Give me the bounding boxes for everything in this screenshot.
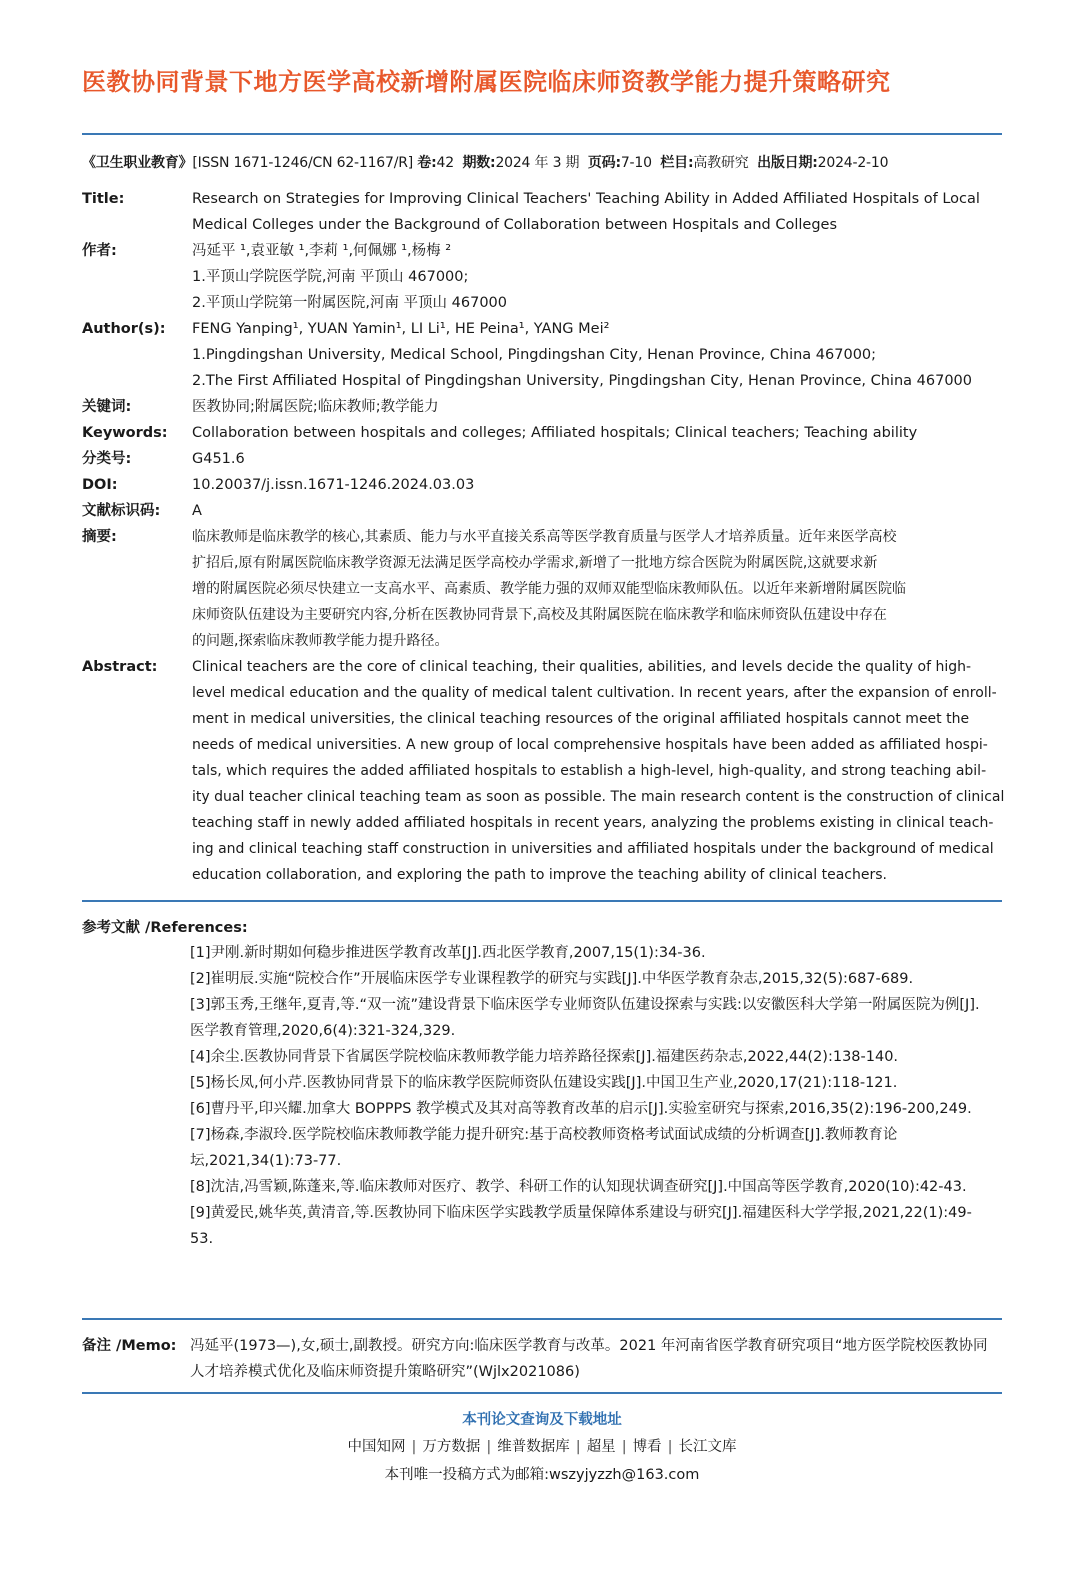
reference-item: [9]黄爱民,姚华英,黄清音,等.医教协同下临床医学实践教学质量保障体系建设与研究[J].福建医科大学学报,2021,22(1):49-53. bbox=[190, 1205, 972, 1247]
abstract-en-line: ity dual teacher clinical teaching team as soon as possible. The main research content is the construction of clinical bbox=[192, 789, 1005, 805]
abstract-en-line: tals, which requires the added affiliated hospitals to establish a high-level, high-quality, and strong teaching abil- bbox=[192, 763, 987, 779]
field-keywords-en bbox=[82, 420, 1002, 446]
abstract-cn-label: 摘要: bbox=[82, 529, 117, 545]
pages-label: 页码: bbox=[587, 155, 621, 171]
link-separator: | bbox=[667, 1439, 673, 1455]
authors-cn-line: 1.平顶山学院医学院,河南 平顶山 467000; bbox=[192, 269, 469, 285]
divider-footer bbox=[82, 1392, 1002, 1394]
reference-item: [7]杨森,李淑玲.医学院校临床教师教学能力提升研究:基于高校教师资格考试面试成绩的分析调查[J].教师教育论坛,2021,34(1):73-77. bbox=[190, 1127, 898, 1169]
pages-value: 7-10 bbox=[620, 155, 652, 171]
volume-label: 卷: bbox=[417, 155, 437, 171]
footer-links bbox=[82, 1435, 1002, 1456]
doi-value: 10.20037/j.issn.1671-1246.2024.03.03 bbox=[192, 477, 475, 493]
link-vip[interactable]: 维普数据库 bbox=[497, 1439, 570, 1455]
footer-email: 本刊唯一投稿方式为邮箱:wszyjyzzh@163.com bbox=[384, 1467, 700, 1483]
title-en-label: Title: bbox=[82, 191, 125, 207]
memo-label: 备注 /Memo: bbox=[82, 1338, 177, 1354]
abstract-en-line: needs of medical universities. A new group of local comprehensive hospitals have been added as affiliated hospi- bbox=[192, 737, 988, 753]
link-separator: | bbox=[575, 1439, 581, 1455]
abstract-cn-line: 床师资队伍建设为主要研究内容,分析在医教协同背景下,高校及其附属医院在临床教学和临床师资队伍建设中存在 bbox=[192, 607, 887, 623]
link-wanfang[interactable]: 万方数据 bbox=[422, 1439, 481, 1455]
title-en-line: Medical Colleges under the Background of Collaboration between Hospitals and Colleges bbox=[192, 217, 838, 233]
issue-value: 2024 年 3 期 bbox=[495, 155, 580, 171]
link-separator: | bbox=[621, 1439, 627, 1455]
references-label: 参考文献 /References: bbox=[82, 920, 248, 936]
field-doc-code bbox=[82, 498, 1002, 524]
field-abstract-en bbox=[82, 654, 1005, 888]
doc-code-value: A bbox=[192, 503, 202, 519]
footer-heading: 本刊论文查询及下载地址 bbox=[462, 1412, 622, 1428]
field-abstract-cn bbox=[82, 524, 1002, 654]
reference-item: [4]余尘.医教协同背景下省属医学院校临床教师教学能力培养路径探索[J].福建医药杂志,2022,44(2):138-140. bbox=[190, 1049, 899, 1065]
column-label: 栏目: bbox=[660, 155, 694, 171]
journal-name: 《卫生职业教育》 bbox=[82, 155, 193, 171]
reference-item: [1]尹刚.新时期如何稳步推进医学教育改革[J].西北医学教育,2007,15(1):34-36. bbox=[190, 945, 706, 961]
link-bookan[interactable]: 博看 bbox=[632, 1439, 662, 1455]
abstract-cn-line: 增的附属医院必须尽快建立一支高水平、高素质、教学能力强的双师双能型临床教师队伍。以近年来新增附属医院临 bbox=[192, 581, 906, 597]
reference-item: [3]郭玉秀,王继年,夏青,等.“双一流”建设背景下临床医学专业师资队伍建设探索与实践:以安徽医科大学第一附属医院为例[J].医学教育管理,2020,6(4):321-324,329. bbox=[190, 997, 980, 1039]
issue-label: 期数: bbox=[462, 155, 496, 171]
field-keywords-cn bbox=[82, 394, 1002, 420]
doi-label: DOI: bbox=[82, 477, 118, 493]
authors-cn-line: 2.平顶山学院第一附属医院,河南 平顶山 467000 bbox=[192, 295, 508, 311]
divider-memo bbox=[82, 1318, 1002, 1320]
link-separator: | bbox=[411, 1439, 417, 1455]
link-separator: | bbox=[486, 1439, 492, 1455]
class-label: 分类号: bbox=[82, 451, 132, 467]
abstract-en-line: Clinical teachers are the core of clinical teaching, their qualities, abilities, and levels decide the quality of high- bbox=[192, 659, 972, 675]
reference-item: [2]崔明辰.实施“院校合作”开展临床医学专业课程教学的研究与实践[J].中华医学教育杂志,2015,32(5):687-689. bbox=[190, 971, 914, 987]
date-label: 出版日期: bbox=[757, 155, 818, 171]
article-title: 医教协同背景下地方医学高校新增附属医院临床师资教学能力提升策略研究 bbox=[82, 68, 891, 96]
title-en-line: Research on Strategies for Improving Clinical Teachers' Teaching Ability in Added Affiliated Hospitals of Local bbox=[192, 191, 980, 207]
field-doi bbox=[82, 472, 1002, 498]
link-cnki[interactable]: 中国知网 bbox=[347, 1439, 406, 1455]
abstract-en-line: teaching staff in newly added affiliated hospitals in recent years, analyzing the problems existing in clinical teach- bbox=[192, 815, 994, 831]
authors-en-line: 2.The First Affiliated Hospital of Pingdingshan University, Pingdingshan City, Henan Province, China 467000 bbox=[192, 373, 972, 389]
column-value: 高教研究 bbox=[693, 155, 749, 171]
abstract-cn-line: 的问题,探索临床教师教学能力提升路径。 bbox=[192, 633, 449, 649]
link-changjiang[interactable]: 长江文库 bbox=[678, 1439, 737, 1455]
class-value: G451.6 bbox=[192, 451, 245, 467]
reference-item: [5]杨长凤,何小芹.医教协同背景下的临床教学医院师资队伍建设实践[J].中国卫生产业,2020,17(21):118-121. bbox=[190, 1075, 898, 1091]
abstract-en-line: level medical education and the quality of medical talent cultivation. In recent years, after the expansion of enroll- bbox=[192, 685, 997, 701]
authors-en-line: FENG Yanping¹, YUAN Yamin¹, LI Li¹, HE Peina¹, YANG Mei² bbox=[192, 321, 610, 337]
doc-code-label: 文献标识码: bbox=[82, 503, 161, 519]
authors-en-line: 1.Pingdingshan University, Medical School, Pingdingshan City, Henan Province, China 467000; bbox=[192, 347, 877, 363]
keywords-cn-label: 关键词: bbox=[82, 399, 132, 415]
keywords-cn-value: 医教协同;附属医院;临床教师;教学能力 bbox=[192, 399, 439, 415]
date-value: 2024-2-10 bbox=[817, 155, 889, 171]
abstract-cn-line: 扩招后,原有附属医院临床教学资源无法满足医学高校办学需求,新增了一批地方综合医院为附属医院,这就要求新 bbox=[192, 555, 878, 571]
divider-top bbox=[82, 133, 1002, 135]
journal-info bbox=[82, 152, 1002, 172]
abstract-cn-line: 临床教师是临床教学的核心,其素质、能力与水平直接关系高等医学教育质量与医学人才培养质量。近年来医学高校 bbox=[192, 529, 897, 545]
reference-item: [6]曹丹平,印兴耀.加拿大 BOPPPS 教学模式及其对高等教育改革的启示[J].实验室研究与探索,2016,35(2):196-200,249. bbox=[190, 1101, 972, 1117]
journal-issn: [ISSN 1671-1246/CN 62-1167/R] bbox=[192, 155, 414, 171]
memo-text: 冯延平(1973—),女,硕士,副教授。研究方向:临床医学教育与改革。2021 年河南省医学教育研究项目“地方医学院校医教协同人才培养模式优化及临床师资提升策略研究”(Wjlx2021086) bbox=[190, 1338, 988, 1380]
field-class bbox=[82, 446, 1002, 472]
keywords-en-label: Keywords: bbox=[82, 425, 168, 441]
link-chaoxing[interactable]: 超星 bbox=[586, 1439, 616, 1455]
reference-item: [8]沈洁,冯雪颖,陈蓬来,等.临床教师对医疗、教学、科研工作的认知现状调查研究[J].中国高等医学教育,2020(10):42-43. bbox=[190, 1179, 967, 1195]
abstract-en-line: ment in medical universities, the clinical teaching resources of the original affiliated hospitals cannot meet the bbox=[192, 711, 970, 727]
abstract-en-label: Abstract: bbox=[82, 659, 158, 675]
divider-references bbox=[82, 900, 1002, 902]
authors-en-label: Author(s): bbox=[82, 321, 166, 337]
field-authors-cn bbox=[82, 238, 1002, 316]
volume-value: 42 bbox=[436, 155, 454, 171]
abstract-en-line: ing and clinical teaching staff construction in universities and affiliated hospitals under the background of medical bbox=[192, 841, 994, 857]
authors-cn-label: 作者: bbox=[82, 243, 117, 259]
field-title-en bbox=[82, 186, 1002, 238]
abstract-en-line: education collaboration, and exploring the path to improve the teaching ability of clinical teachers. bbox=[192, 867, 887, 883]
references-list bbox=[190, 940, 990, 1252]
authors-cn-line: 冯延平 ¹,袁亚敏 ¹,李莉 ¹,何佩娜 ¹,杨梅 ² bbox=[192, 243, 452, 259]
keywords-en-value: Collaboration between hospitals and colleges; Affiliated hospitals; Clinical teachers; Teaching ability bbox=[192, 425, 918, 441]
field-authors-en bbox=[82, 316, 1002, 394]
